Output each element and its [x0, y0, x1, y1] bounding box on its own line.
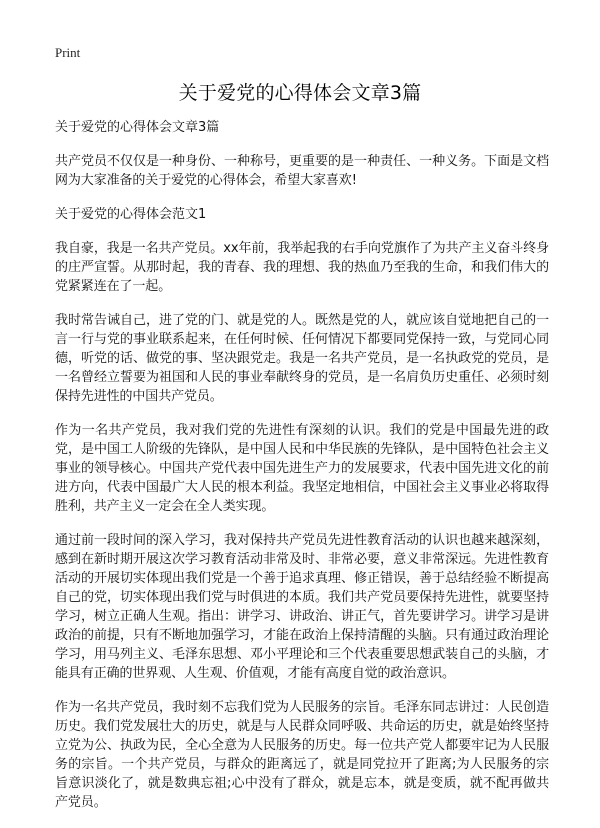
body-paragraph-1: 我自豪，我是一名共产党员。xx年前，我举起我的右手向党旗作了为共产主义奋斗终身的庄严宣誓。从那时起，我的青春、我的理想、我的热血乃至我的生命，和我们伟大的党紧紧连在了一起。 [55, 241, 549, 294]
body-paragraph-4: 通过前一段时间的深入学习，我对保持共产党员先进性教育活动的认识也越来越深刻，感到在新时期开展这次学习教育活动非常及时、非常必要，意义非常深远。先进性教育活动的开展切实体现出我们党是一个善于追求真理、修正错误，善于总结经验不断提高自己的党，切实体现出我们党与时俱进的本质。我们共产党员要保持先进性，就要坚持学习，树立正确人生观。指出：讲学习、讲政治、讲正气，首先要讲学习。讲学习是讲政治的前提，只有不断地加强学习，才能在政治上保持清醒的头脑。只有通过政治理论学习，用马列主义、毛泽东思想、邓小平理论和三个代表重要思想武装自己的头脑，才能具有正确的世界观、人生观、价值观，才能有高度自觉的政治意识。 [55, 533, 549, 681]
body-paragraph-3: 作为一名共产党员，我对我们党的先进性有深刻的认识。我们的党是中国最先进的政党，是中国工人阶级的先锋队，是中国人民和中华民族的先锋队，是中国特色社会主义事业的领导核心。中国共产党代表中国先进生产力的发展要求，代表中国先进文化的前进方向，代表中国最广大人民的根本利益。我坚定地相信，中国社会主义事业必将取得胜利，共产主义一定会在全人类实现。 [55, 423, 549, 514]
document-subtitle: 关于爱党的心得体会文章3篇 [55, 120, 220, 135]
print-label[interactable]: Print [55, 45, 81, 60]
section-heading: 关于爱党的心得体会范文1 [55, 207, 207, 222]
body-paragraph-5: 作为一名共产党员，我时刻不忘我们党为人民服务的宗旨。毛泽东同志讲过：人民创造历史。我们党发展壮大的历史，就是与人民群众同呼吸、共命运的历史，就是始终坚持立党为公、执政为民，全心全意为人民服务的历史。每一位共产党人都要牢记为人民服务的宗旨。一个共产党员，与群众的距离远了，就是同党拉开了距离;为人民服务的宗旨意识淡化了，就是数典忘祖;心中没有了群众，就是忘本，就是变质，就不配再做共产党员。 [55, 700, 549, 810]
intro-paragraph: 共产党员不仅仅是一种身份、一种称号，更重要的是一种责任、一种义务。下面是文档网为大家准备的关于爱党的心得体会，希望大家喜欢! [55, 154, 549, 188]
document-body [55, 118, 549, 827]
body-paragraph-2: 我时常告诫自己，进了党的门、就是党的人。既然是党的人，就应该自觉地把自己的一言一行与党的事业联系起来，在任何时候、任何情况下都要同党保持一致，与党同心同德，听党的话、做党的事、坚决跟党走。我是一名共产党员，是一名执政党的党员，是一名曾经立誓要为祖国和人民的事业奉献终身的党员，是一名肩负历史重任、必须时刻保持先进性的中国共产党员。 [55, 313, 549, 404]
page-title: 关于爱党的心得体会文章3篇 [178, 82, 422, 104]
